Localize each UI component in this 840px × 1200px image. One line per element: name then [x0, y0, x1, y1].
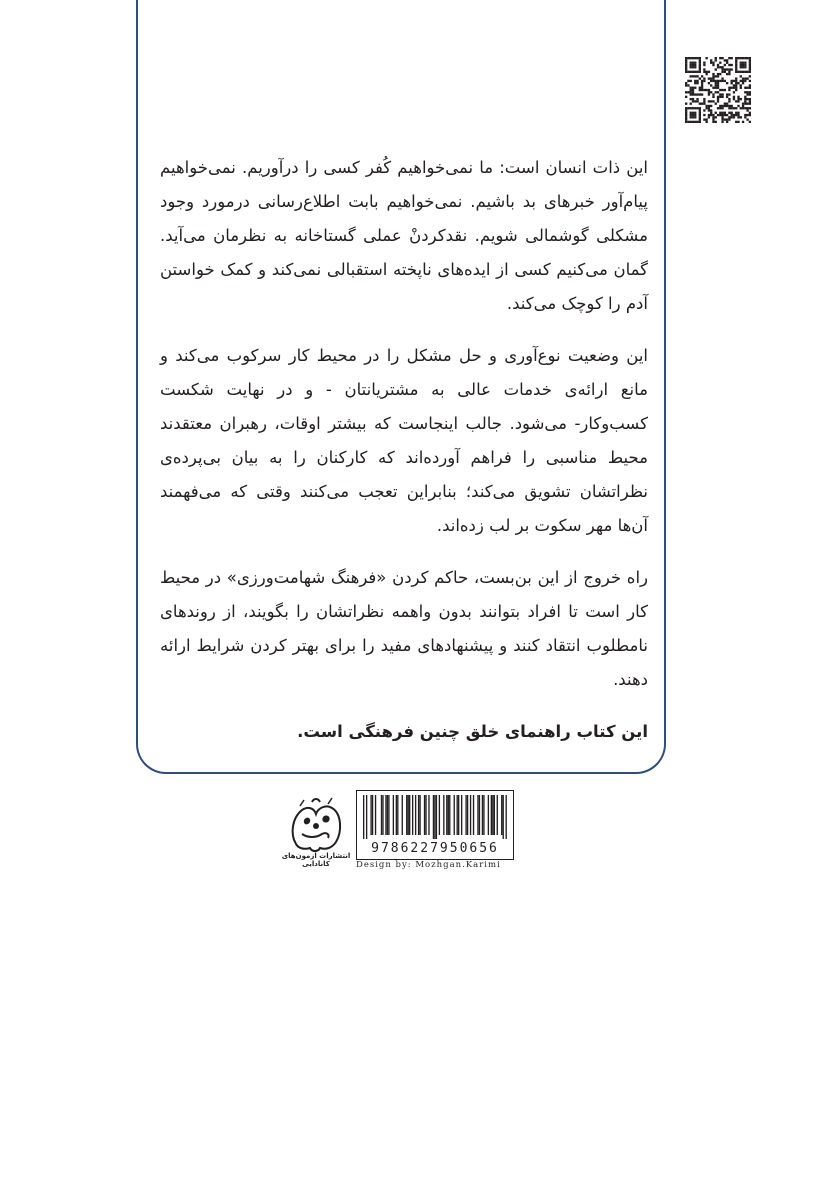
- paragraph-2: این وضعیت نوع‌آوری و حل مشکل را در محیط کار سرکوب می‌کند و مانع ارائه‌ی خدمات عالی به مشتریانتان - و در نهایت شکست کسب‌وکار- می‌شود. جالب اینجاست که بیشتر اوقات، رهبران معتقدند محیط مناسبی را فراهم آورده‌اند که کارکنان را به بیان بی‌پرده‌ی نظراتشان تشویق می‌کند؛ بنابراین تعجب می‌کنند وقتی که می‌فهمند آن‌ها مهر سکوت بر لب زده‌اند.: [160, 346, 648, 535]
- barcode-number: 9786227950656: [371, 841, 499, 856]
- closing-statement: این کتاب راهنمای خلق چنین فرهنگی است.: [297, 722, 648, 741]
- barcode-bars: [363, 795, 507, 839]
- design-credit: Design by: Mozhgan.Karimi: [356, 860, 501, 870]
- qr-code: [685, 57, 751, 123]
- publisher-name: انتشارات آزمون‌های کانادایی: [281, 852, 351, 868]
- paragraph-1: این ذات انسان است: ما نمی‌خواهیم کُفر کسی را درآوریم. نمی‌خواهیم پیام‌آور خبرهای بد باشیم. نمی‌خواهیم بابت اطلاع‌رسانی درمورد وجود مشکلی گوشمالی شویم. نقدکردنْ عملی گستاخانه به نظرمان می‌آید. گمان می‌کنیم کسی از ایده‌های ناپخته استقبالی نمی‌کند و کمک خواستن آدم را کوچک می‌کند.: [160, 158, 648, 313]
- paragraph-3: راه خروج از این بن‌بست، حاکم کردن «فرهنگ شهامت‌ورزی» در محیط کار است تا افراد بتوانند بدون واهمه نظراتشان را بگویند، از روندهای نامطلوب انتقاد کنند و پیشنهادهای مفید را برای بهتر کردن شرایط ارائه دهند.: [160, 568, 648, 689]
- blurb-text: [160, 151, 648, 767]
- isbn-barcode: [356, 790, 514, 860]
